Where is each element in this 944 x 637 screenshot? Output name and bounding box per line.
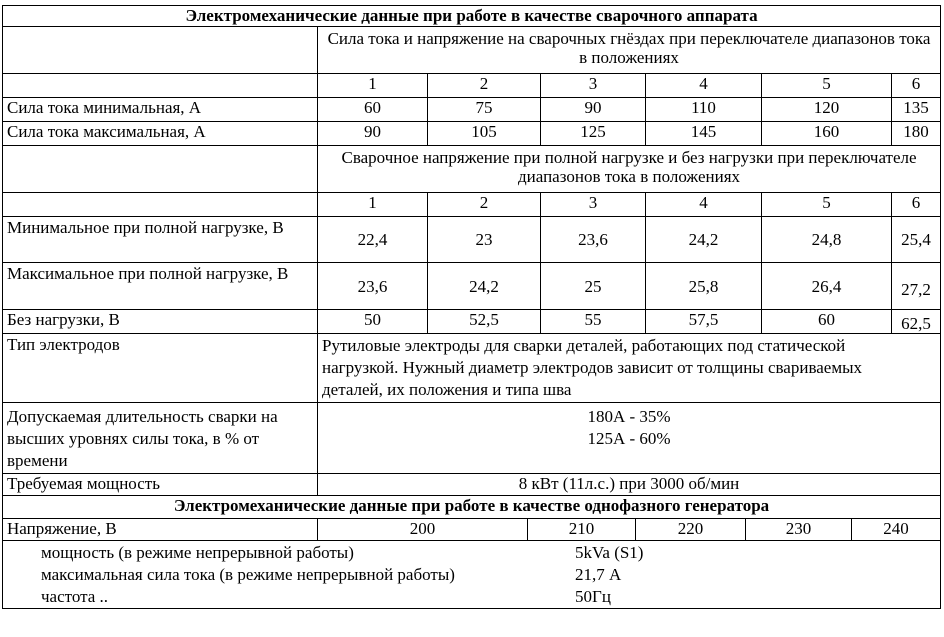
value-cell: 50 <box>318 310 428 334</box>
duty-value-125: 125А - 60% <box>587 429 671 448</box>
table-row <box>3 98 941 122</box>
value-cell: 25,4 <box>892 217 941 263</box>
table-row <box>3 310 941 334</box>
empty-label-cell <box>3 193 318 217</box>
value-cell: 135 <box>892 98 941 122</box>
value-cell: 23,6 <box>541 217 646 263</box>
list-item <box>3 586 940 608</box>
row-label: Напряжение, В <box>3 519 318 541</box>
position-cell: 2 <box>428 193 541 217</box>
voltage-value-cell: 210 <box>528 519 636 541</box>
value-cell: 23 <box>428 217 541 263</box>
duty-value-180: 180А - 35% <box>587 407 671 426</box>
empty-label-cell <box>3 74 318 98</box>
value-cell: 60 <box>762 310 892 334</box>
value-cell: 160 <box>762 122 892 146</box>
value-cell: 27,2 <box>892 263 941 310</box>
row-label: Требуемая мощность <box>3 474 318 496</box>
value-cell: 24,2 <box>428 263 541 310</box>
position-cell: 3 <box>541 74 646 98</box>
voltage-value-cell: 200 <box>318 519 528 541</box>
row-label: Допускаемая длительность сварки на высших уровнях силы тока, в % от времени <box>3 403 318 474</box>
table-row <box>3 263 941 310</box>
power-required-value: 8 кВт (11л.с.) при 3000 об/мин <box>318 474 941 496</box>
value-cell: 90 <box>318 122 428 146</box>
current-section-header: Сила тока и напряжение на сварочных гнёздах при переключателе диапазонов тока в положениях <box>318 27 941 74</box>
value-cell: 24,8 <box>762 217 892 263</box>
position-cell: 1 <box>318 74 428 98</box>
spec-value: 50Гц <box>575 587 611 606</box>
position-cell: 5 <box>762 74 892 98</box>
row-label: Минимальное при полной нагрузке, В <box>3 217 318 263</box>
value-cell: 25,8 <box>646 263 762 310</box>
row-label: Тип электродов <box>3 334 318 403</box>
list-item <box>3 542 940 564</box>
generator-specs-block <box>3 541 941 609</box>
voltage-value-cell: 220 <box>636 519 746 541</box>
value-cell: 145 <box>646 122 762 146</box>
table-row <box>3 217 941 263</box>
position-cell: 2 <box>428 74 541 98</box>
specification-table <box>2 5 941 609</box>
voltage-section-header: Сварочное напряжение при полной нагрузке и без нагрузки при переключателе диапазонов тока в положениях <box>318 146 941 193</box>
value-cell: 22,4 <box>318 217 428 263</box>
voltage-value-cell: 230 <box>746 519 852 541</box>
table-row <box>3 519 941 541</box>
spec-label: частота .. <box>41 587 109 606</box>
table-row <box>3 122 941 146</box>
list-item <box>3 564 940 586</box>
spec-value: 5kVa (S1) <box>575 543 644 562</box>
position-cell: 1 <box>318 193 428 217</box>
value-cell: 90 <box>541 98 646 122</box>
value-cell: 52,5 <box>428 310 541 334</box>
position-cell: 3 <box>541 193 646 217</box>
position-cell: 4 <box>646 74 762 98</box>
empty-label-cell <box>3 27 318 74</box>
value-cell: 57,5 <box>646 310 762 334</box>
value-cell: 25 <box>541 263 646 310</box>
row-label: Сила тока максимальная, А <box>3 122 318 146</box>
value-cell: 110 <box>646 98 762 122</box>
value-cell: 120 <box>762 98 892 122</box>
value-cell: 55 <box>541 310 646 334</box>
position-cell: 5 <box>762 193 892 217</box>
spec-value: 21,7 А <box>575 565 622 584</box>
row-label: Максимальное при полной нагрузке, В <box>3 263 318 310</box>
value-cell: 62,5 <box>892 310 941 334</box>
position-cell: 4 <box>646 193 762 217</box>
empty-label-cell <box>3 146 318 193</box>
electrode-description: Рутиловые электроды для сварки деталей, работающих под статической нагрузкой. Нужный диаметр электродов зависит от толщины свариваемых деталей, их положения и типа шва <box>318 334 941 403</box>
row-label: Без нагрузки, В <box>3 310 318 334</box>
value-cell: 26,4 <box>762 263 892 310</box>
welding-section-title: Электромеханические данные при работе в качестве сварочного аппарата <box>3 6 941 27</box>
value-cell: 180 <box>892 122 941 146</box>
position-cell: 6 <box>892 193 941 217</box>
duty-values <box>318 403 941 474</box>
row-label: Сила тока минимальная, А <box>3 98 318 122</box>
spec-label: максимальная сила тока (в режиме непрерывной работы) <box>41 565 455 584</box>
generator-section-title: Электромеханические данные при работе в качестве однофазного генератора <box>3 496 941 519</box>
spec-label: мощность (в режиме непрерывной работы) <box>41 543 354 562</box>
value-cell: 23,6 <box>318 263 428 310</box>
value-cell: 24,2 <box>646 217 762 263</box>
value-cell: 60 <box>318 98 428 122</box>
value-cell: 75 <box>428 98 541 122</box>
value-cell: 105 <box>428 122 541 146</box>
voltage-value-cell: 240 <box>852 519 941 541</box>
value-cell: 125 <box>541 122 646 146</box>
generator-specs-list <box>3 542 940 608</box>
position-cell: 6 <box>892 74 941 98</box>
